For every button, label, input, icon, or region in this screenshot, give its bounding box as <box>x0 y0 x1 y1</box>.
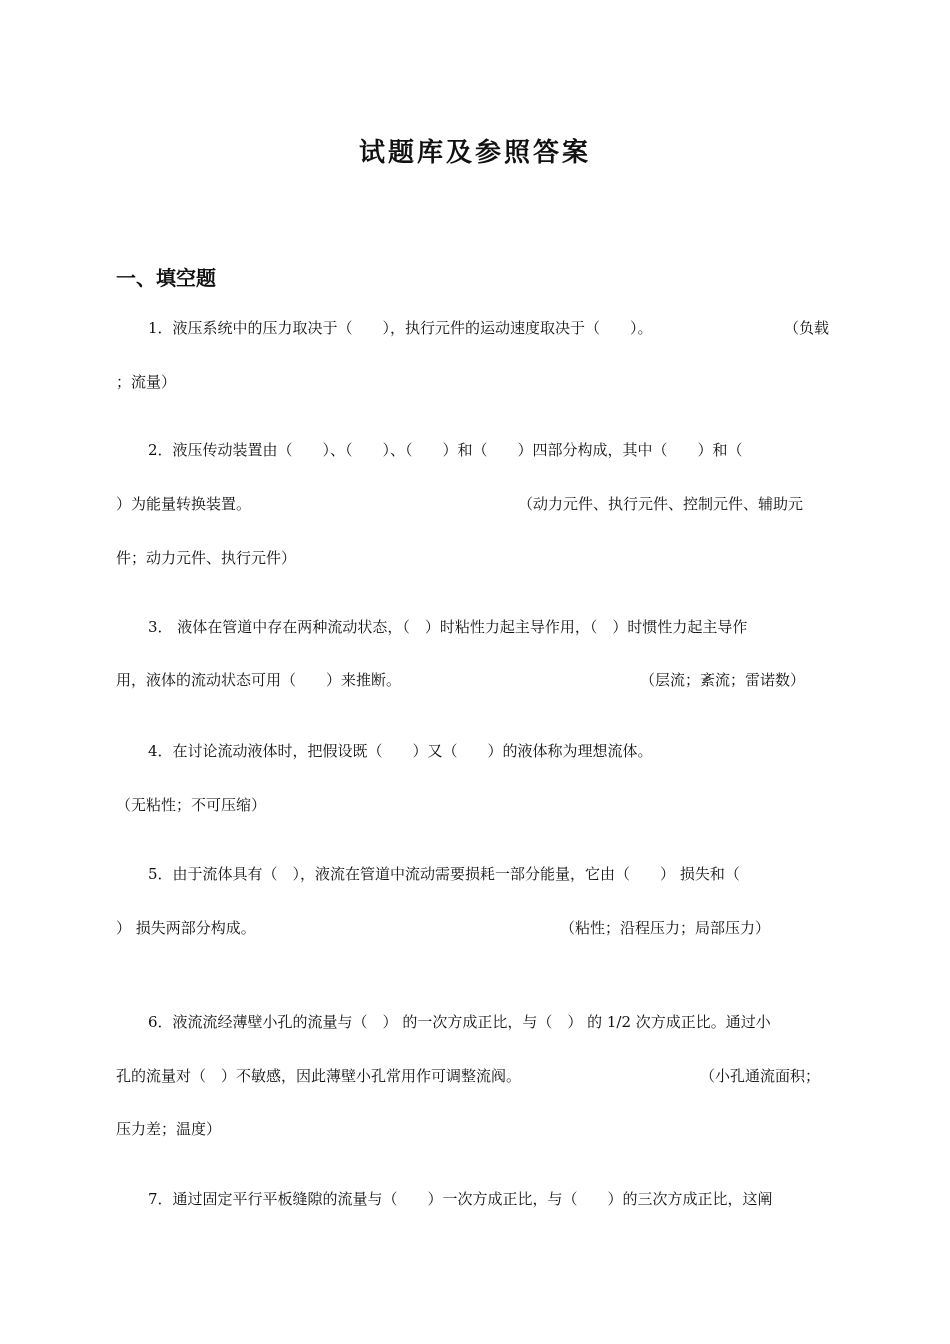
question-6-answer: （小孔通流面积； <box>700 1067 821 1085</box>
question-2-line-3: 件；动力元件、执行元件） <box>116 549 297 567</box>
question-6-line-2: 孔的流量对（ ）不敏感，因此薄壁小孔常用作可调整流阀。 <box>116 1067 522 1085</box>
question-1-answer: （负载 <box>784 319 830 337</box>
question-6-line-1: 6．液流流经薄壁小孔的流量与（ ） 的一次方成正比，与（ ） 的 1/2 次方成正比。通过小 <box>148 1013 771 1031</box>
question-3-answer: （层流；紊流；雷诺数） <box>640 671 806 689</box>
question-4-line-1: 4．在讨论流动液体时，把假设既（ ）又（ ）的液体称为理想流体。 <box>148 742 653 760</box>
question-5-answer: （粘性；沿程压力；局部压力） <box>560 919 771 937</box>
question-4-line-2: （无粘性；不可压缩） <box>116 796 267 814</box>
question-3-line-1: 3． 液体在管道中存在两种流动状态，（ ）时粘性力起主导作用，（ ）时惯性力起主导作 <box>148 618 748 636</box>
question-5-line-2: ） 损失两部分构成。 <box>116 919 256 937</box>
question-1-line-2: ；流量） <box>116 373 177 391</box>
question-2-line-1: 2．液压传动装置由（ ）、（ ）、（ ）和（ ）四部分构成，其中（ ）和（ <box>148 441 743 459</box>
question-2-answer: （动力元件、执行元件、控制元件、辅助元 <box>518 495 804 513</box>
section-heading: 一、填空题 <box>116 266 216 290</box>
document-title: 试题库及参照答案 <box>358 138 591 168</box>
question-1-line-1: 1．液压系统中的压力取决于（ ），执行元件的运动速度取决于（ ）。 <box>148 319 653 337</box>
question-6-line-3: 压力差；温度） <box>116 1120 222 1138</box>
question-2-line-2: ）为能量转换装置。 <box>116 495 252 513</box>
question-3-line-2: 用，液体的流动状态可用（ ）来推断。 <box>116 671 402 689</box>
question-5-line-1: 5．由于流体具有（ ），液流在管道中流动需要损耗一部分能量，它由（ ） 损失和（ <box>148 865 740 883</box>
question-7-line-1: 7．通过固定平行平板缝隙的流量与（ ）一次方成正比，与（ ）的三次方成正比，这阐 <box>148 1190 773 1208</box>
